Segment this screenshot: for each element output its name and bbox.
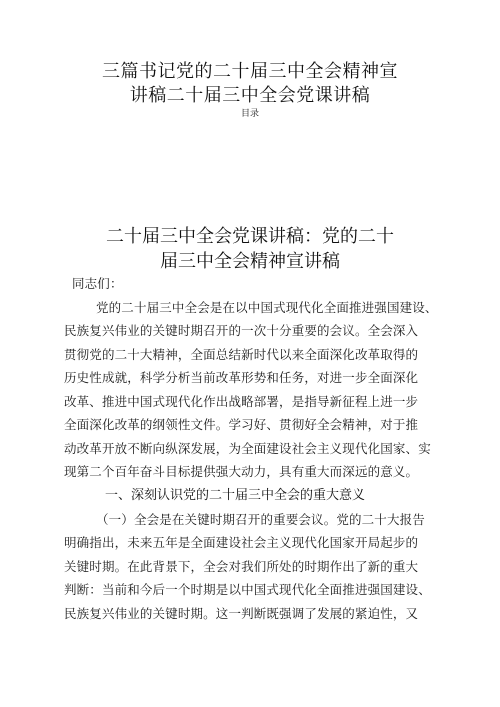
article-title-line-1: 二十届三中全会党课讲稿：党的二十 [106,226,394,247]
paragraph-2-line-5: 民族复兴伟业的关键时期。这一判断既强调了发展的紧迫性，又 [64,606,419,621]
section-heading-1: 一、深刻认识党的二十届三中全会的重大意义 [105,488,366,503]
paragraph-1-line-6: 全面深化改革的纲领性文件。学习好、贯彻好全会精神，对于推 [64,417,419,432]
paragraph-2-line-3: 关键时期。在此背景下，全会对我们所处的时期作出了新的重大 [64,559,419,574]
paragraph-1-line-8: 现第二个百年奋斗目标提供强大动力，具有重大而深远的意义。 [64,464,419,479]
paragraph-1-line-2: 民族复兴伟业的关键时期召开的一次十分重要的会议。全会深入 [64,323,419,338]
paragraph-1-line-7: 动改革开放不断向纵深发展，为全面建设社会主义现代化国家、实 [64,441,431,456]
paragraph-2-line-2: 明确指出，未来五年是全面建设社会主义现代化国家开局起步的 [64,535,419,550]
paragraph-2-line-4: 判断：当前和今后一个时期是以中国式现代化全面推进强国建设、 [64,582,431,597]
paragraph-1-line-1: 党的二十届三中全会是在以中国式现代化全面推进强国建设、 [96,300,438,315]
paragraph-2-line-1: （一）全会是在关键时期召开的重要会议。党的二十大报告 [96,512,425,527]
paragraph-1-line-5: 改革、推进中国式现代化作出战略部署，是指导新征程上进一步 [64,394,419,409]
paragraph-1-line-4: 历史性成就，科学分析当前改革形势和任务，对进一步全面深化 [64,370,419,385]
toc-label: 目录 [240,109,259,119]
salutation: 同志们： [72,276,123,291]
article-title-line-2: 届三中全会精神宣讲稿 [160,251,340,272]
paragraph-1-line-3: 贯彻党的二十大精神，全面总结新时代以来全面深化改革取得的 [64,347,419,362]
cover-title-line-2: 讲稿二十届三中全会党课讲稿 [129,85,371,106]
cover-title-line-1: 三篇书记党的二十届三中全会精神宣 [102,61,398,82]
